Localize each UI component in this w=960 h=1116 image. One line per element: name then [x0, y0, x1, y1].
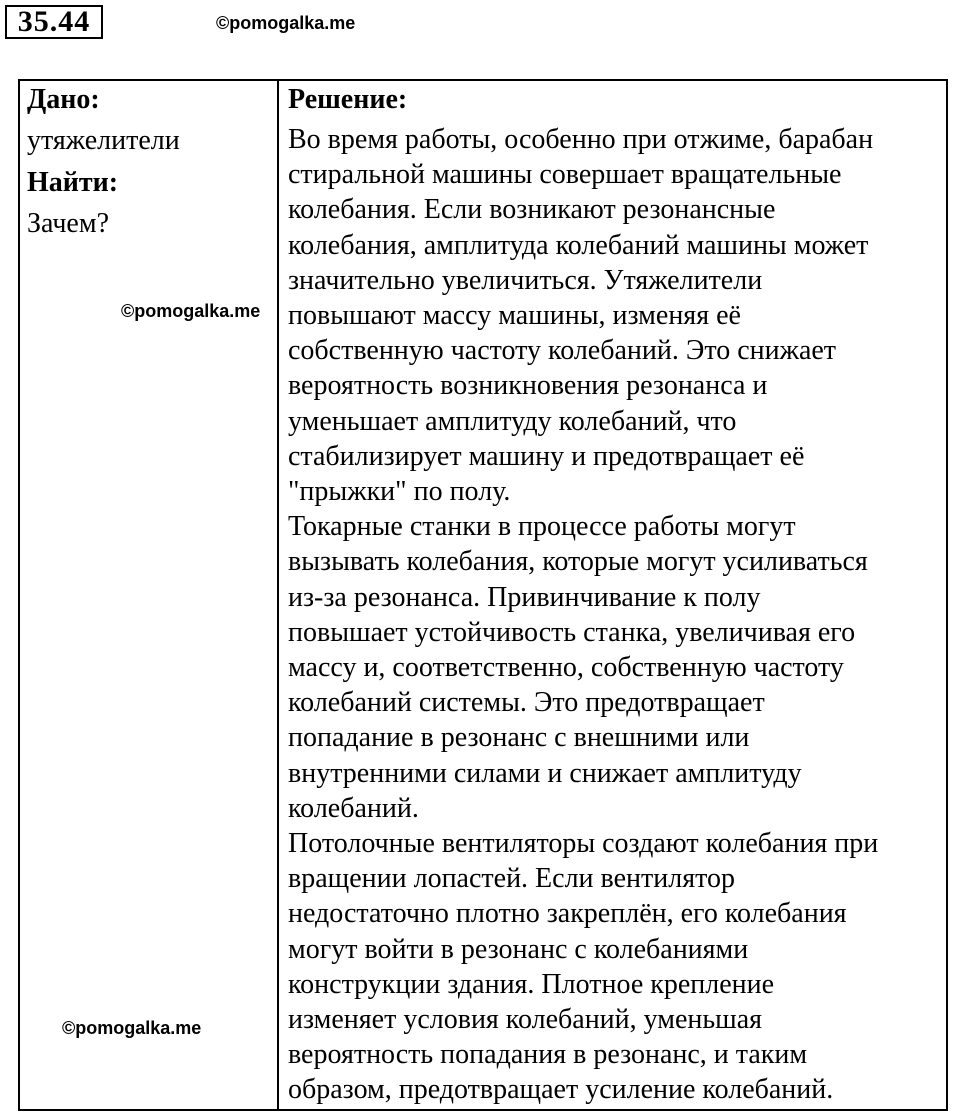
solution-line: из-за резонанса. Привинчивание к полу	[288, 581, 761, 613]
solution-line: конструкции здания. Плотное крепление	[288, 968, 775, 1000]
solution-line: Во время работы, особенно при отжиме, барабан	[288, 124, 874, 155]
solution-heading: Решение:	[288, 84, 408, 115]
solution-line: Потолочные вентиляторы создают колебания при	[288, 828, 879, 860]
solution-line: внутренними силами и снижает амплитуду	[288, 757, 802, 789]
solution-line: стиральной машины совершает вращательные	[288, 159, 842, 191]
problem-number: 35.44	[5, 5, 103, 39]
watermark-middle: ©pomogalka.me	[121, 301, 261, 321]
solution-line: вероятность попадания в резонанс, и таким	[288, 1039, 808, 1071]
solution-line: колебаний системы. Это предотвращает	[288, 687, 765, 719]
solution-line: образом, предотвращает усиление колебаний.	[288, 1074, 834, 1106]
solution-line: "прыжки" по полу.	[288, 476, 511, 508]
solution-line: массу и, соответственно, собственную частоту	[288, 652, 844, 684]
solution-line: значительно увеличиться. Утяжелители	[288, 264, 763, 296]
solution-line: колебания, амплитуда колебаний машины может	[288, 229, 869, 261]
solution-line: попадание в резонанс с внешними или	[288, 722, 750, 754]
solution-line: могут войти в резонанс с колебаниями	[288, 933, 749, 965]
solution-line: собственную частоту колебаний. Это снижает	[288, 335, 837, 367]
solution-line: повышает устойчивость станка, увеличивая его	[288, 616, 856, 648]
solution-line: повышают массу машины, изменяя её	[288, 300, 741, 332]
watermark-bottom: ©pomogalka.me	[62, 1018, 202, 1038]
given-value: утяжелители	[27, 125, 180, 156]
solution-line: вероятность возникновения резонанса и	[288, 370, 768, 402]
solution-table	[18, 79, 948, 1111]
solution-line: изменяет условия колебаний, уменьшая	[288, 1004, 763, 1036]
find-value: Зачем?	[27, 208, 109, 239]
solution-text	[288, 122, 948, 1108]
watermark-top: ©pomogalka.me	[216, 13, 356, 33]
solution-line: Токарные станки в процессе работы могут	[288, 511, 796, 543]
solution-line: уменьшает амплитуду колебаний, что	[288, 405, 737, 437]
solution-line: вращении лопастей. Если вентилятор	[288, 863, 735, 895]
given-heading: Дано:	[27, 84, 100, 115]
solution-line: колебания. Если возникают резонансные	[288, 194, 776, 226]
given-column	[27, 81, 272, 241]
solution-line: колебаний.	[288, 792, 419, 824]
solution-column	[288, 81, 948, 1108]
solution-line: недостаточно плотно закреплён, его колебания	[288, 898, 847, 930]
solution-line: стабилизирует машину и предотвращает её	[288, 440, 805, 472]
find-heading: Найти:	[27, 167, 119, 198]
solution-line: вызывать колебания, которые могут усиливаться	[288, 546, 868, 578]
column-divider	[277, 81, 279, 1109]
